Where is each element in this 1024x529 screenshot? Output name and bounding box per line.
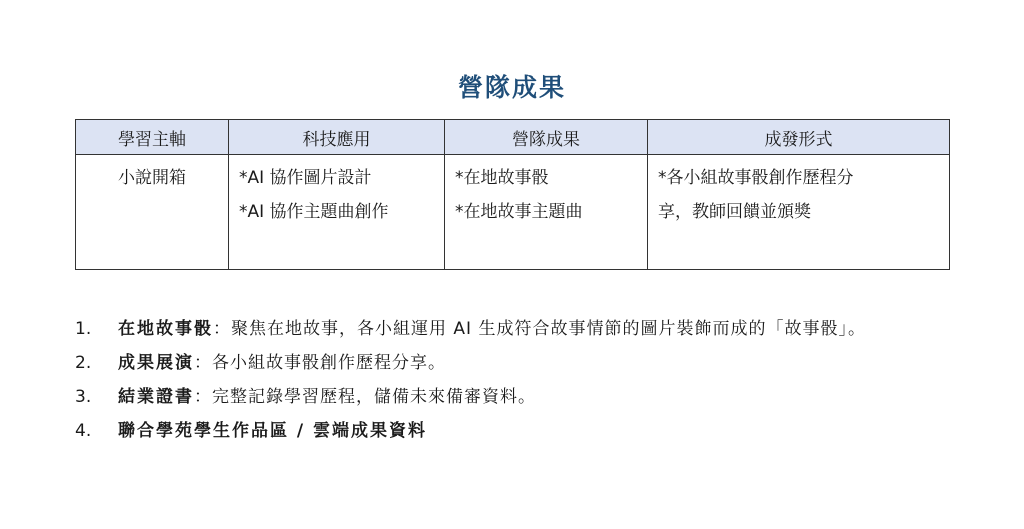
list-item [75,312,955,346]
camp-results-table [75,119,950,270]
table-header-row [76,120,950,155]
header-presentation-format: 成發形式 [648,120,950,155]
list-item-body [118,312,955,346]
list-item-title: 結業證書 [118,387,194,407]
cell-learning-axis [76,155,229,270]
list-item-title: 在地故事骰 [118,319,213,339]
list-number: 1. [75,319,92,339]
outcomes-list [75,312,955,448]
cell-text: *AI 協作主題曲創作 [239,202,389,222]
list-item-body [118,414,955,448]
table-row [76,155,950,270]
list-item-desc: ：聚焦在地故事，各小組運用 AI 生成符合故事情節的圖片裝飾而成的「故事骰」。 [213,319,866,339]
cell-text: *在地故事骰 [455,168,549,188]
cell-camp-results [445,155,648,270]
list-item-title: 聯合學苑學生作品區 / 雲端成果資料 [118,421,428,441]
cell-text: 小說開箱 [118,168,186,188]
list-item-desc: ：完整記錄學習歷程，儲備未來備審資料。 [194,387,536,407]
header-tech-application: 科技應用 [229,120,445,155]
list-item [75,380,955,414]
cell-tech-application [229,155,445,270]
cell-text: 享，教師回饋並頒獎 [658,202,811,222]
list-item-body [118,380,955,414]
page-title: 營隊成果 [457,73,566,102]
list-item [75,346,955,380]
cell-text: *在地故事主題曲 [455,202,583,222]
cell-presentation-format [648,155,950,270]
cell-text: *各小組故事骰創作歷程分 [658,168,854,188]
list-number: 2. [75,353,92,373]
list-number: 4. [75,421,92,441]
cell-text: *AI 協作圖片設計 [239,168,372,188]
list-item-body [118,346,955,380]
header-learning-axis: 學習主軸 [76,120,229,155]
header-camp-results: 營隊成果 [445,120,648,155]
list-number: 3. [75,387,92,407]
list-item [75,414,955,448]
list-item-desc: ：各小組故事骰創作歷程分享。 [194,353,446,373]
list-item-title: 成果展演 [118,353,194,373]
